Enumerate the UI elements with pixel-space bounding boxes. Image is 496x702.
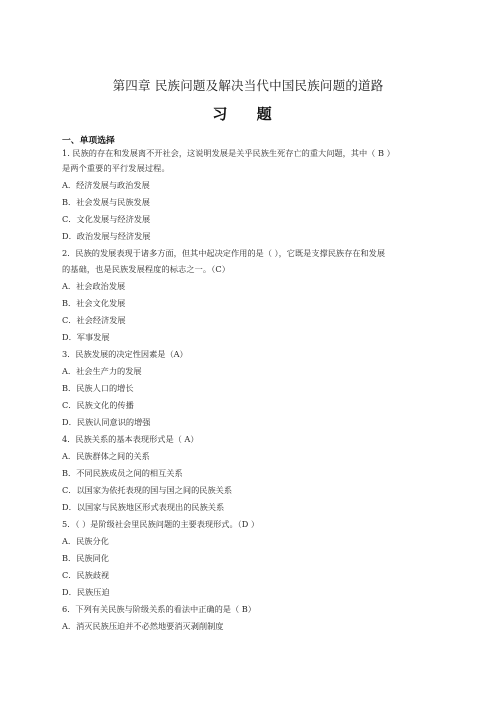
question-line: 的基础，也是民族发展程度的标志之一。（C）	[62, 264, 231, 274]
option-line: D．民族认同意识的增强	[62, 417, 151, 427]
option-line: A．经济发展与政治发展	[62, 180, 150, 190]
option-line: D．以国家与民族地区形式表现出的民族关系	[62, 502, 225, 512]
option-line: D．民族压迫	[62, 587, 110, 597]
chapter-title: 第四章 民族问题及解决当代中国民族问题的道路	[112, 78, 384, 93]
question-line: 6．下列有关民族与阶级关系的看法中正确的是（ B）	[62, 604, 256, 614]
option-line: C．民族歧视	[62, 570, 110, 580]
option-line: B．社会发展与民族发展	[62, 197, 150, 207]
question-line: 4．民族关系的基本表现形式是（ A）	[62, 434, 199, 444]
exercise-title: 习 题	[212, 105, 284, 123]
option-line: B．民族人口的增长	[62, 383, 134, 393]
question-line: 是两个重要的平行发展过程。	[62, 163, 170, 173]
option-line: A．民族分化	[62, 536, 109, 546]
option-line: A．民族群体之间的关系	[62, 451, 150, 461]
question-line: 3．民族发展的决定性因素是（A）	[62, 349, 188, 359]
option-line: A．消灭民族压迫并不必然地要消灭剥削制度	[62, 621, 224, 631]
option-line: D．政治发展与经济发展	[62, 231, 151, 241]
option-line: D．军事发展	[62, 332, 110, 342]
option-line: C．以国家为依托表现的国与国之间的民族关系	[62, 485, 233, 495]
option-line: B．民族同化	[62, 553, 109, 563]
option-line: C．社会经济发展	[62, 315, 126, 325]
question-line: 5．（ ）是阶级社会里民族问题的主要表现形式。（D ）	[62, 519, 260, 529]
question-line: 1. 民族的存在和发展离不开社会，这说明发展是关乎民族生死存亡的重大问题，其中（ B ）	[62, 148, 395, 158]
option-line: A．社会政治发展	[62, 281, 126, 291]
option-line: C．民族文化的传播	[62, 400, 134, 410]
option-line: B．不同民族成员之间的相互关系	[62, 468, 183, 478]
question-line: 2．民族的发展表现于诸多方面，但其中起决定作用的是（ ），它既是支撑民族存在和发展	[62, 248, 386, 258]
option-line: B．社会文化发展	[62, 298, 126, 308]
option-line: C．文化发展与经济发展	[62, 214, 151, 224]
option-line: A．社会生产力的发展	[62, 366, 142, 376]
section-heading: 一、单项选择	[62, 136, 115, 146]
